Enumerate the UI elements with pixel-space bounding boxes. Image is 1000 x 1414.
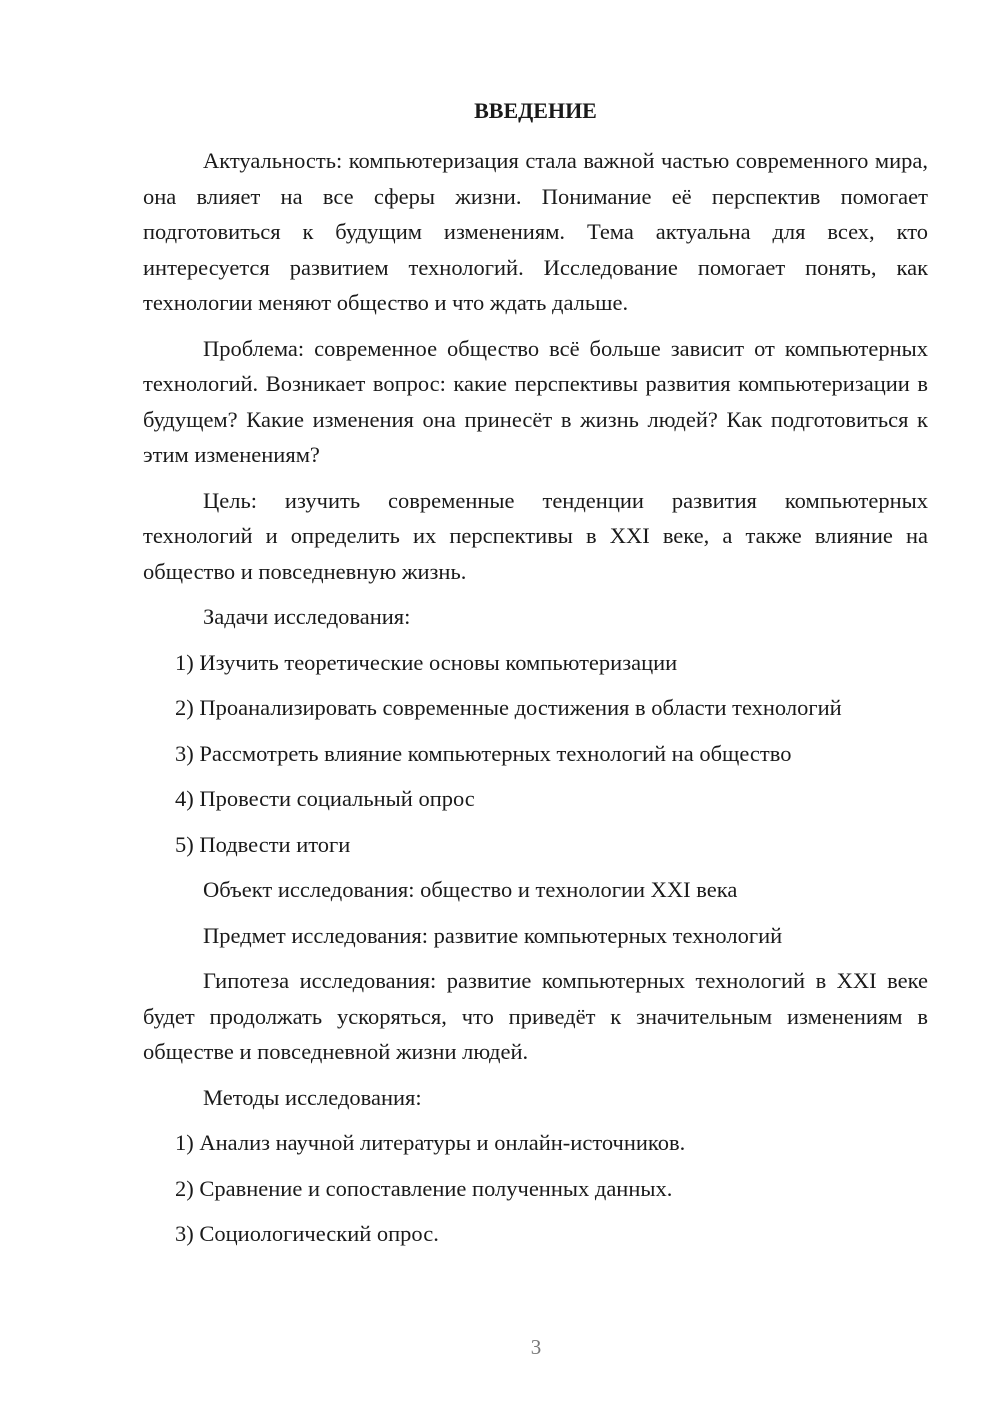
page-content: [143, 95, 928, 1262]
methods-heading: Методы исследования:: [203, 1084, 422, 1110]
task-item: 3) Рассмотреть влияние компьютерных технологий на общество: [175, 740, 792, 766]
relevance-paragraph: Актуальность: компьютеризация стала важной частью современного мира, она влияет на все сферы жизни. Понимание её перспектив помогает подготовиться к будущим изменениям. Тема актуальна для всех, кто интересуется развитием технологий. Исследование помогает понять, как технологии меняют общество и что ждать дальше.: [143, 148, 928, 315]
page-title: ВВЕДЕНИЕ: [474, 98, 597, 123]
task-item: 2) Проанализировать современные достижения в области технологий: [175, 695, 842, 720]
object-line: Объект исследования: общество и технологии XXI века: [203, 877, 738, 902]
task-item: 5) Подвести итоги: [175, 831, 351, 857]
problem-paragraph: Проблема: современное общество всё больше зависит от компьютерных технологий. Возникает вопрос: какие перспективы развития компьютеризации в будущем? Какие изменения она принесёт в жизнь людей? Как подготовиться к этим изменениям?: [143, 335, 928, 467]
method-item: 3) Социологический опрос.: [175, 1221, 439, 1246]
hypothesis-paragraph: Гипотеза исследования: развитие компьютерных технологий в XXI веке будет продолжать ускоряться, что приведёт к значительным изменениям в обществе и повседневной жизни людей.: [143, 968, 928, 1064]
goal-paragraph: Цель: изучить современные тенденции развития компьютерных технологий и определить их перспективы в XXI веке, а также влияние на общество и повседневную жизнь.: [143, 487, 928, 584]
task-item: 1) Изучить теоретические основы компьютеризации: [175, 649, 678, 675]
page-number: 3: [530, 1335, 542, 1359]
subject-line: Предмет исследования: развитие компьютерных технологий: [203, 922, 783, 948]
method-item: 2) Сравнение и сопоставление полученных данных.: [175, 1175, 673, 1201]
method-item: 1) Анализ научной литературы и онлайн-источников.: [175, 1130, 686, 1155]
task-item: 4) Провести социальный опрос: [175, 786, 475, 811]
tasks-heading: Задачи исследования:: [203, 604, 411, 629]
